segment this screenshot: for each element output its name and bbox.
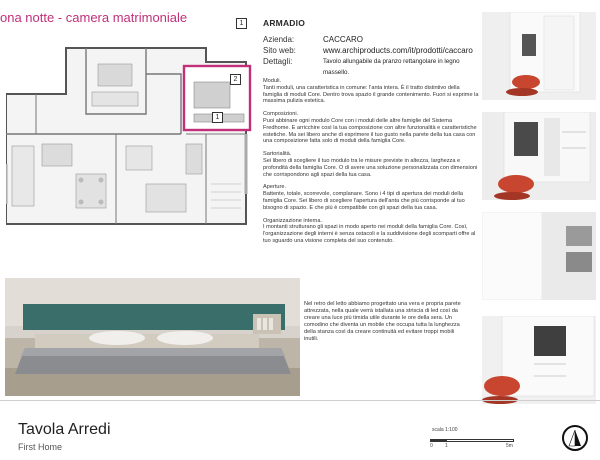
field-website [263,45,483,56]
floor-plan [6,34,252,234]
desc-heading: Sartorialità. [263,151,292,158]
item-title: ARMADIO [263,18,306,28]
website-link[interactable]: www.archiproducts.com/it/prodotti/caccaro [323,46,473,55]
product-image-3 [482,212,596,300]
scale-bar-graphic [430,439,514,442]
field-value: CACCARO [323,35,364,44]
product-image-2 [482,112,596,200]
item-fields [263,34,483,78]
desc-text: Puoi abbinare ogni modulo Core con i moduli delle altre famiglie del Sistema Fredhome. E arricchire così la tua composizione con altre funzionalità e caratteristiche estetiche. Ma sei libero anche di esprimere il tuo gusto nella parete della tua casa con una composizione fatta solo di moduli della famiglia Core. [263,117,477,145]
plan-ref-wardrobe: 1 [212,112,223,123]
desc-heading: Aperture. [263,184,287,191]
item-ref-number: 1 [236,18,247,29]
product-image-4 [482,316,596,404]
field-label: Dettagli: [263,57,293,66]
section-title: ona notte - camera matrimoniale [0,10,188,25]
desc-heading: Composizioni. [263,111,299,118]
plan-ref-bed: 2 [230,74,241,85]
scale-tick: 5m [506,443,513,449]
scale-tick: 1 [445,443,448,449]
scale-bar [430,427,514,451]
product-description [263,78,479,251]
field-value: Tavolo allungabile da pranzo rettangolare in legno massello. [323,58,460,76]
floor-plan-drawing [6,34,252,234]
desc-text: Battente, totale, scorrevole, complanare. Sono i 4 tipi di apertura dei moduli della famiglia Core. Sei libero di scegliere l'apertura dell'anta che più corrisponde al tuo bisogno di spazio. E che più è compatibile con gli spazi della tua casa. [263,191,465,211]
north-arrow-icon [562,425,588,451]
field-details [263,56,483,78]
field-label: Azienda: [263,35,295,44]
scale-tick: 0 [430,443,433,449]
desc-block [263,184,479,211]
footer [0,400,600,460]
footer-title: Tavola Arredi [18,421,111,438]
design-note: Nel retro del letto abbiamo progettato una vera e propria parete attrezzata, nella quale verrà istallata una striscia di led così da creare una luce più timida utile durante le ore della sera. Un comodino che diventa un mobile che occupa tutta la lunghezza della stanza così da creare continuità ed evitare troppi mobili inutili. [304,301,461,342]
desc-text: Tanti moduli, una caratteristica in comune: l'anta intera. È il tratto distintivo della famiglia di moduli Core. Dentro trova spazio il grande contenimento. Fuori si esprime la massima pulizia estetica. [263,84,479,105]
desc-text: Sei libero di scegliere il tuo modulo tra le misure previste in altezza, larghezza e profondità della famiglia Core. O di avere una soluzione personalizzata con dimensioni che corrispondono agli spazi della tua casa. [263,157,478,178]
desc-block [263,218,479,245]
desc-block [263,151,479,178]
field-label: Sito web: [263,46,296,55]
desc-heading: Moduli. [263,78,282,84]
bedroom-photo [5,278,300,396]
footer-subtitle: First Home [18,442,63,452]
desc-heading: Organizzazione interna. [263,217,323,224]
desc-text: I montanti strutturano gli spazi in modo aperto nei moduli della famiglia Core. Così, l'organizzazione degli interni è senza ostacoli e la suddivisione degli scomparti offre al tuo sguardo una visione completa del suo contenuto. [263,224,476,244]
scale-label: scala 1:100 [432,427,458,433]
desc-block [263,111,479,145]
product-image-1 [482,12,596,100]
desc-block [263,78,479,105]
field-company [263,34,483,45]
